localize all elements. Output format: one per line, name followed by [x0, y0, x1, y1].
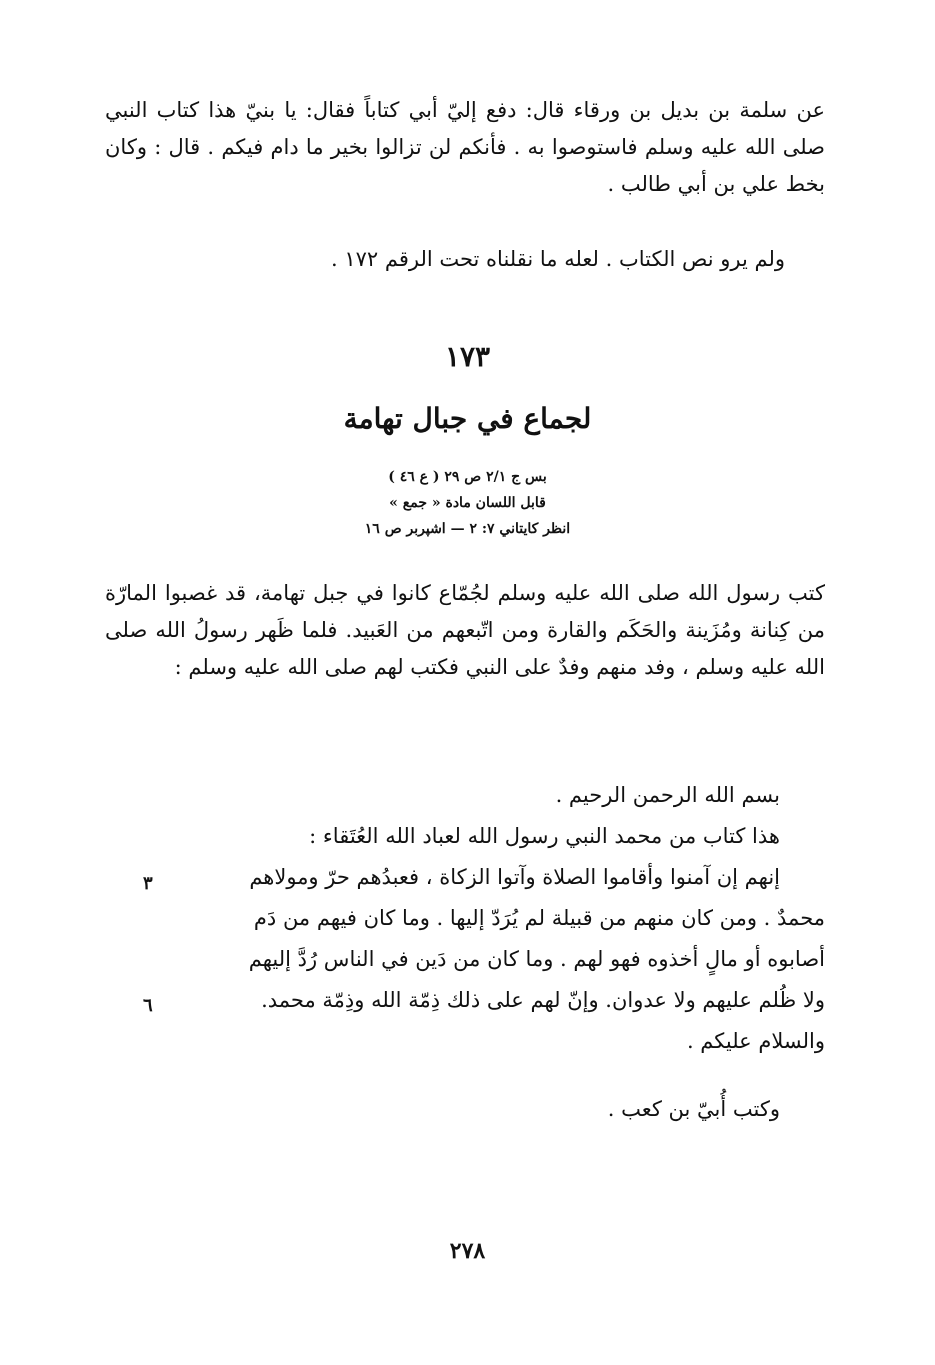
- scribe-line: وكتب أُبيّ بن كعب .: [607, 1097, 780, 1121]
- letter-line: إنهم إن آمنوا وأقاموا الصلاة وآتوا الزكاة ، فعبدُهم حرّ ومولاهم: [249, 865, 780, 889]
- basmala: بسم الله الرحمن الرحيم .: [555, 783, 780, 807]
- document-title: لجماع في جبال تهامة: [343, 402, 592, 435]
- source-line: بس ج ٢/١ ص ٢٩ ( ع ٤٦ ): [388, 469, 547, 485]
- letter-heading: هذا كتاب من محمد النبي رسول الله لعباد الله العُتَقاء :: [309, 824, 780, 848]
- editor-note: ولم يرو نص الكتاب . لعله ما نقلناه تحت الرقم ١٧٢ .: [330, 247, 785, 271]
- letter-line: والسلام عليكم .: [686, 1029, 825, 1053]
- line-number-marker: ٦: [143, 995, 153, 1016]
- source-line: انظر كايتاني ٧: ٢ — اشپربر ص ١٦: [364, 521, 571, 537]
- intro-paragraph: عن سلمة بن بديل بن ورقاء قال: دفع إليّ أبي كتاباً فقال: يا بنيّ هذا كتاب النبي صلى الله عليه وسلم فاستوصوا به . فأنكم لن تزالوا بخير ما دام فيكم . قال : وكان بخط علي بن أبي طالب .: [105, 98, 825, 196]
- source-line: قابل اللسان مادة « جمع »: [389, 495, 546, 511]
- page-number: ٢٧٨: [449, 1238, 486, 1264]
- letter-text: [105, 775, 825, 1062]
- narrative-paragraph: كتب رسول الله صلى الله عليه وسلم لجُمّاع كانوا في جبل تهامة، قد غصبوا المارّة من كِنانة ومُزَينة والحَكَم والقارة ومن اتّبعهم من العَبيد. فلما ظَهر رسولُ الله صلى الله عليه وسلم ، وفد منهم وفدٌ على النبي فكتب لهم صلى الله عليه وسلم :: [105, 581, 825, 679]
- letter-line: ولا ظُلم عليهم ولا عدوان. وإنّ لهم على ذلك ذِمّة الله وذِمّة محمد.: [261, 988, 825, 1012]
- source-references: [0, 464, 935, 542]
- document-number: ١٧٣: [444, 340, 491, 373]
- line-number-marker: ٣: [143, 873, 153, 894]
- letter-line: أصابوه أو مالٍ أخذوه فهو لهم . وما كان من دَين في الناس رُدَّ إليهم: [248, 947, 825, 971]
- letter-line: محمدٌ . ومن كان منهم من قبيلة لم يُرَدّ إليها . وما كان فيهم من دَم: [253, 906, 825, 930]
